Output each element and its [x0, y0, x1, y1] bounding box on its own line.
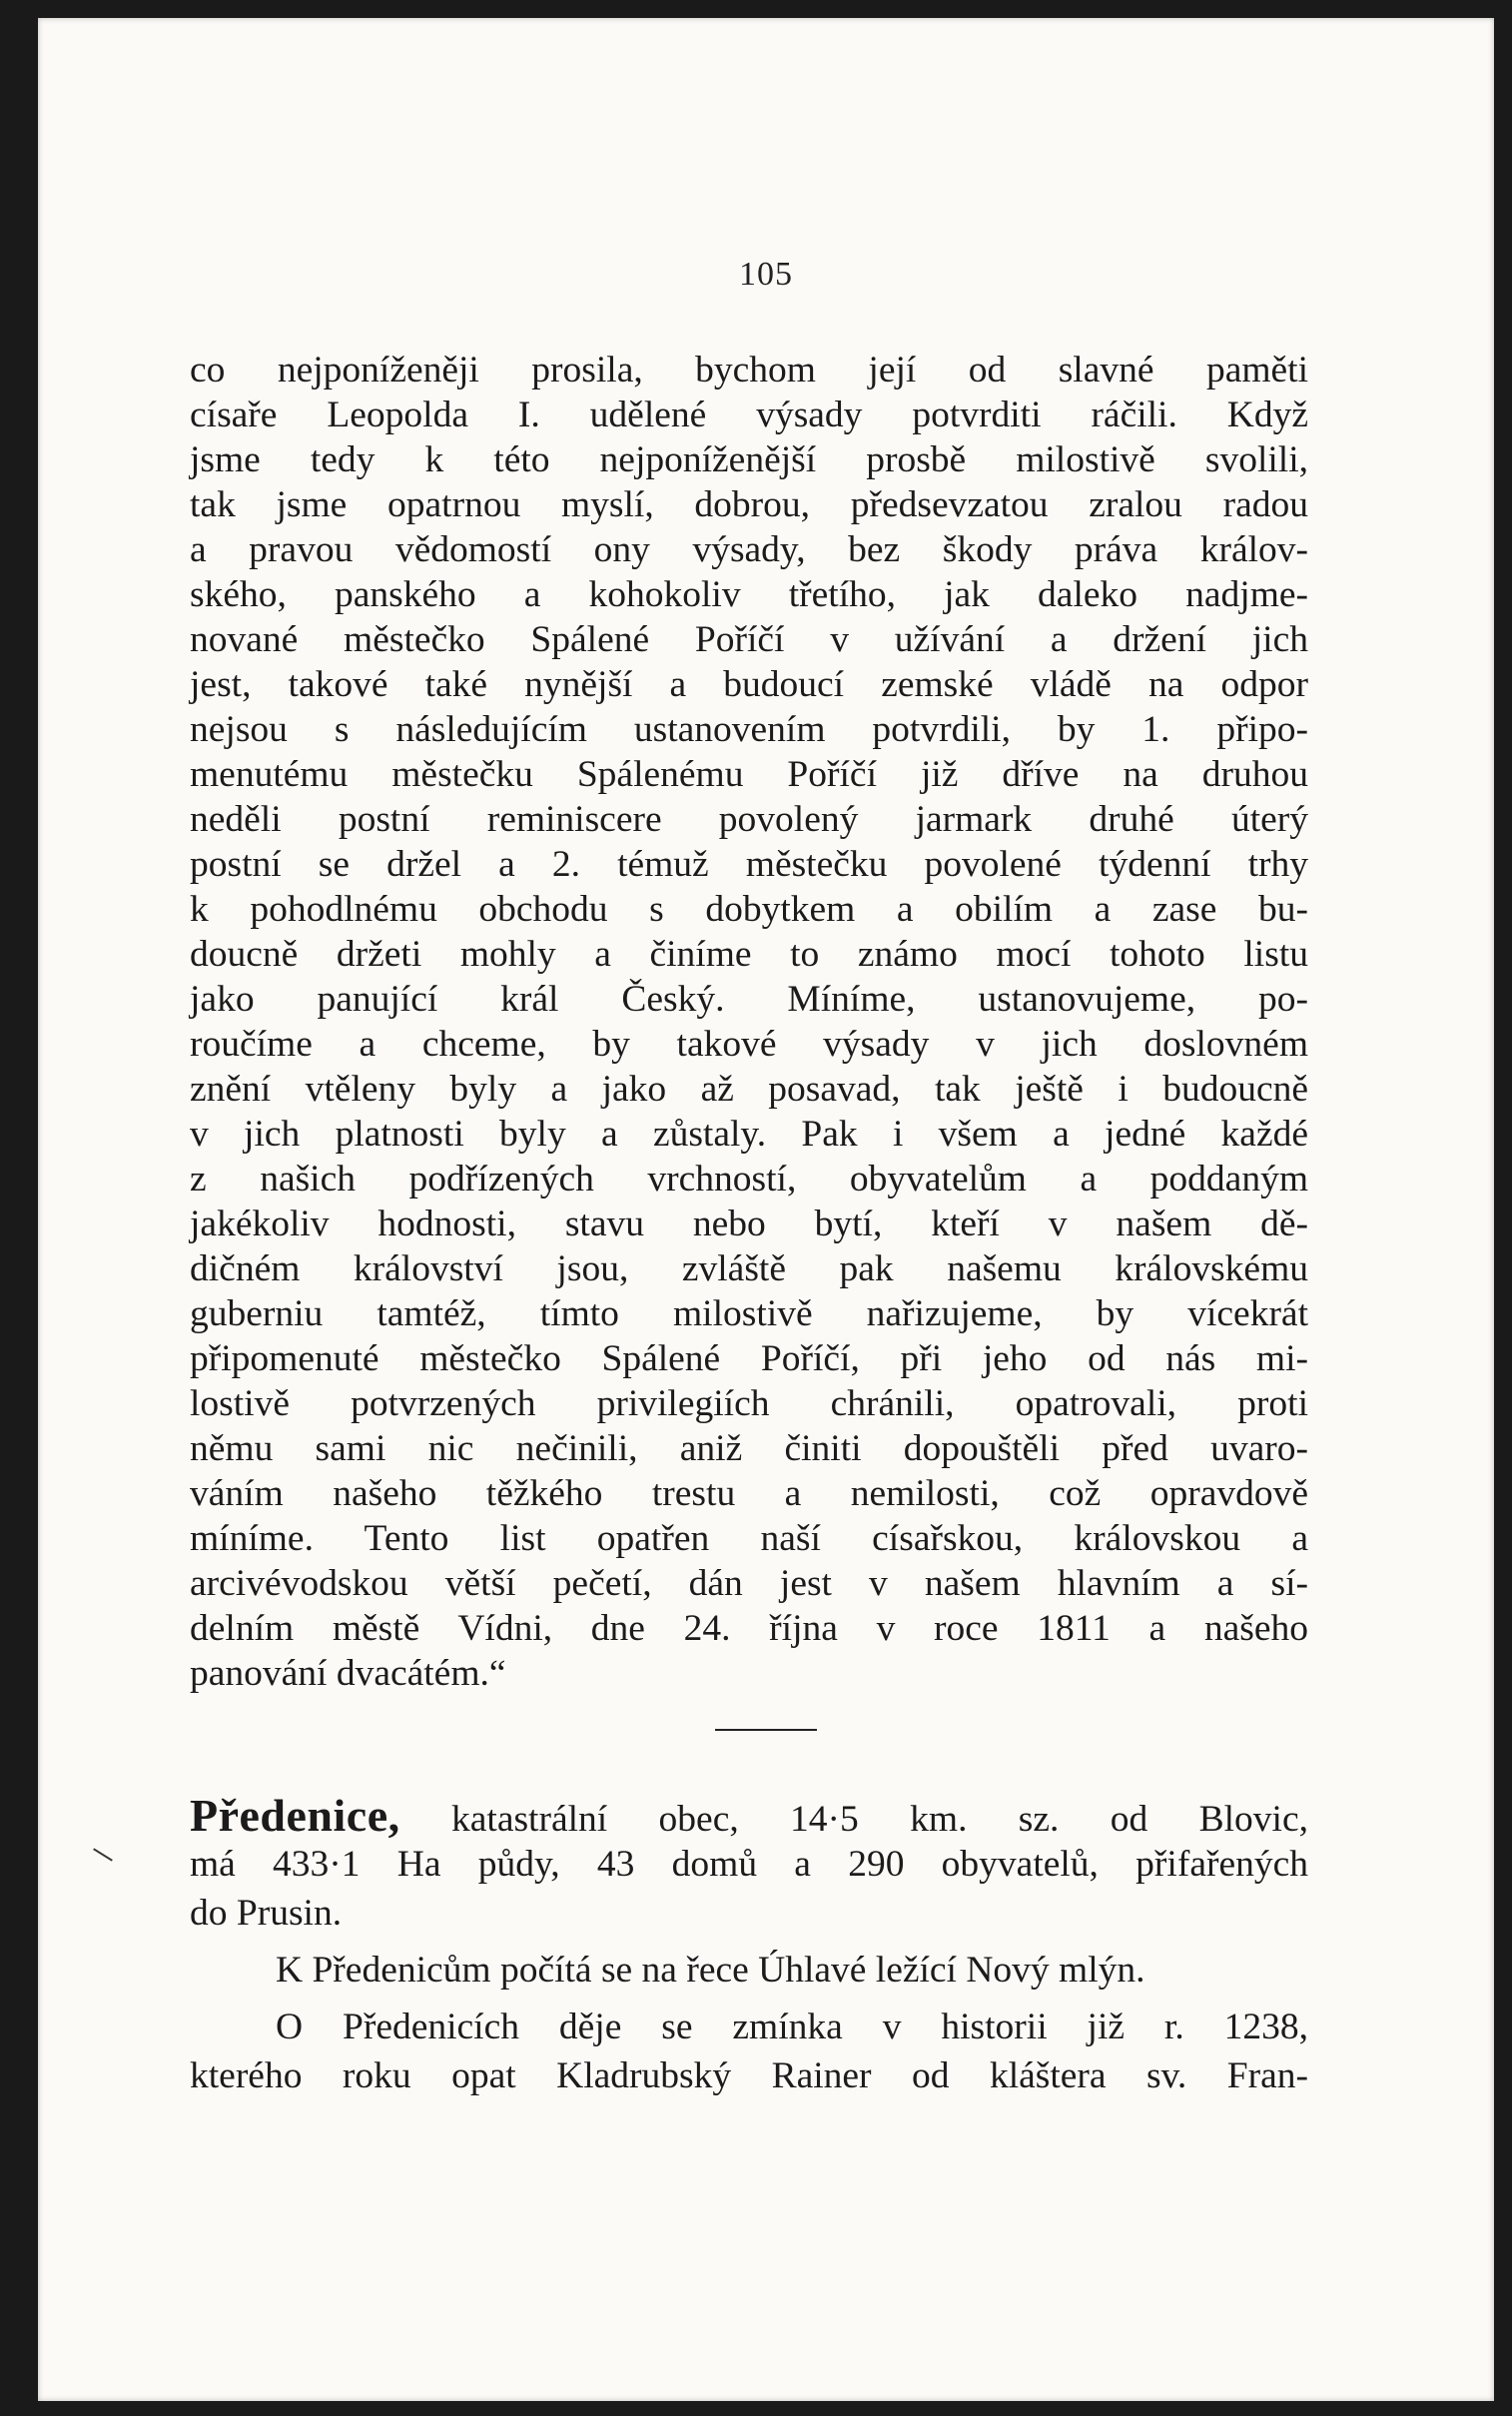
- text-line: v jich platnosti byly a zůstaly. Pak i všem a jedné každé: [190, 1114, 1308, 1155]
- section-line: do Prusin.: [190, 1893, 343, 1934]
- text-line: znění vtěleny byly a jako až posavad, tak ještě i budoucně: [190, 1069, 1308, 1110]
- section-separator: [715, 1729, 817, 1731]
- text-line: míníme. Tento list opatřen naší císařskou, královskou a: [190, 1518, 1308, 1559]
- text-line: co nejponíženěji prosila, bychom její od slavné paměti: [190, 350, 1308, 391]
- text-line: nejsou s následujícím ustanovením potvrdili, by 1. připo-: [190, 709, 1308, 750]
- text-line: dičném království jsou, zvláště pak našemu královskému: [190, 1248, 1308, 1289]
- text-line: váním našeho těžkého trestu a nemilosti, což opravdově: [190, 1473, 1308, 1514]
- text-line: menutému městečku Spálenému Poříčí již dříve na druhou: [190, 754, 1308, 795]
- text-line: doucně držeti mohly a činíme to známo mocí tohoto listu: [190, 934, 1308, 975]
- text-line: připomenuté městečko Spálené Poříčí, při jeho od nás mi-: [190, 1338, 1308, 1379]
- text-line: jakékoliv hodnosti, stavu nebo bytí, kteří v našem dě-: [190, 1204, 1308, 1244]
- page-number: 105: [739, 256, 793, 293]
- text-line: delním městě Vídni, dne 24. října v roce 1811 a našeho: [190, 1608, 1308, 1649]
- section-paragraph-3-line: O Předenicích děje se zmínka v historii již r. 1238,: [276, 2007, 1308, 2047]
- text-line: guberniu tamtéž, tímto milostivě nařizujeme, by vícekrát: [190, 1293, 1308, 1334]
- text-line: němu sami nic nečinili, aniž činiti dopouštěli před uvaro-: [190, 1428, 1308, 1469]
- text-line: roučíme a chceme, by takové výsady v jich doslovném: [190, 1024, 1308, 1065]
- text-line: císaře Leopolda I. udělené výsady potvrditi ráčili. Když: [190, 395, 1308, 435]
- text-line: k pohodlnému obchodu s dobytkem a obilím a zase bu-: [190, 889, 1308, 930]
- text-line: ského, panského a kohokoliv třetího, jak daleko nadjme-: [190, 574, 1308, 615]
- section-first-line-text: katastrální obec, 14·5 km. sz. od Blovic,: [451, 1799, 1308, 1840]
- section-heading: Předenice,: [190, 1790, 400, 1841]
- text-line: tak jsme opatrnou myslí, dobrou, předsevzatou zralou radou: [190, 484, 1308, 525]
- section-paragraph-3-line: kterého roku opat Kladrubský Rainer od kláštera sv. Fran-: [190, 2055, 1308, 2096]
- text-line: jest, takové také nynější a budoucí zemské vládě na odpor: [190, 664, 1308, 705]
- text-line: jako panující král Český. Míníme, ustanovujeme, po-: [190, 979, 1308, 1020]
- text-line: postní se držel a 2. témuž městečku povolené týdenní trhy: [190, 844, 1308, 885]
- section-paragraph-2: K Předenicům počítá se na řece Úhlavé ležící Nový mlýn.: [276, 1950, 1145, 1991]
- section-predenice: [190, 1791, 1308, 2100]
- book-page: [38, 18, 1494, 2401]
- text-line: arcivévodskou větší pečetí, dán jest v našem hlavním a sí-: [190, 1563, 1308, 1604]
- text-line: a pravou vědomostí ony výsady, bez škody práva králov-: [190, 529, 1308, 570]
- text-line: jsme tedy k této nejponíženější prosbě milostivě svolili,: [190, 439, 1308, 480]
- text-line: nované městečko Spálené Poříčí v užívání a držení jich: [190, 619, 1308, 660]
- text-line: z našich podřízených vrchností, obyvatelům a poddaným: [190, 1159, 1308, 1200]
- margin-mark: [93, 1848, 113, 1861]
- text-line: lostivě potvrzených privilegiích chránili, opatrovali, proti: [190, 1383, 1308, 1424]
- section-line: má 433·1 Ha půdy, 43 domů a 290 obyvatelů, přifařených: [190, 1844, 1308, 1885]
- text-line: neděli postní reminiscere povolený jarmark druhé úterý: [190, 799, 1308, 840]
- section-first-line: [190, 1791, 1308, 1840]
- main-text-block: [190, 348, 1308, 1696]
- text-line: panování dvacátém.“: [190, 1653, 506, 1694]
